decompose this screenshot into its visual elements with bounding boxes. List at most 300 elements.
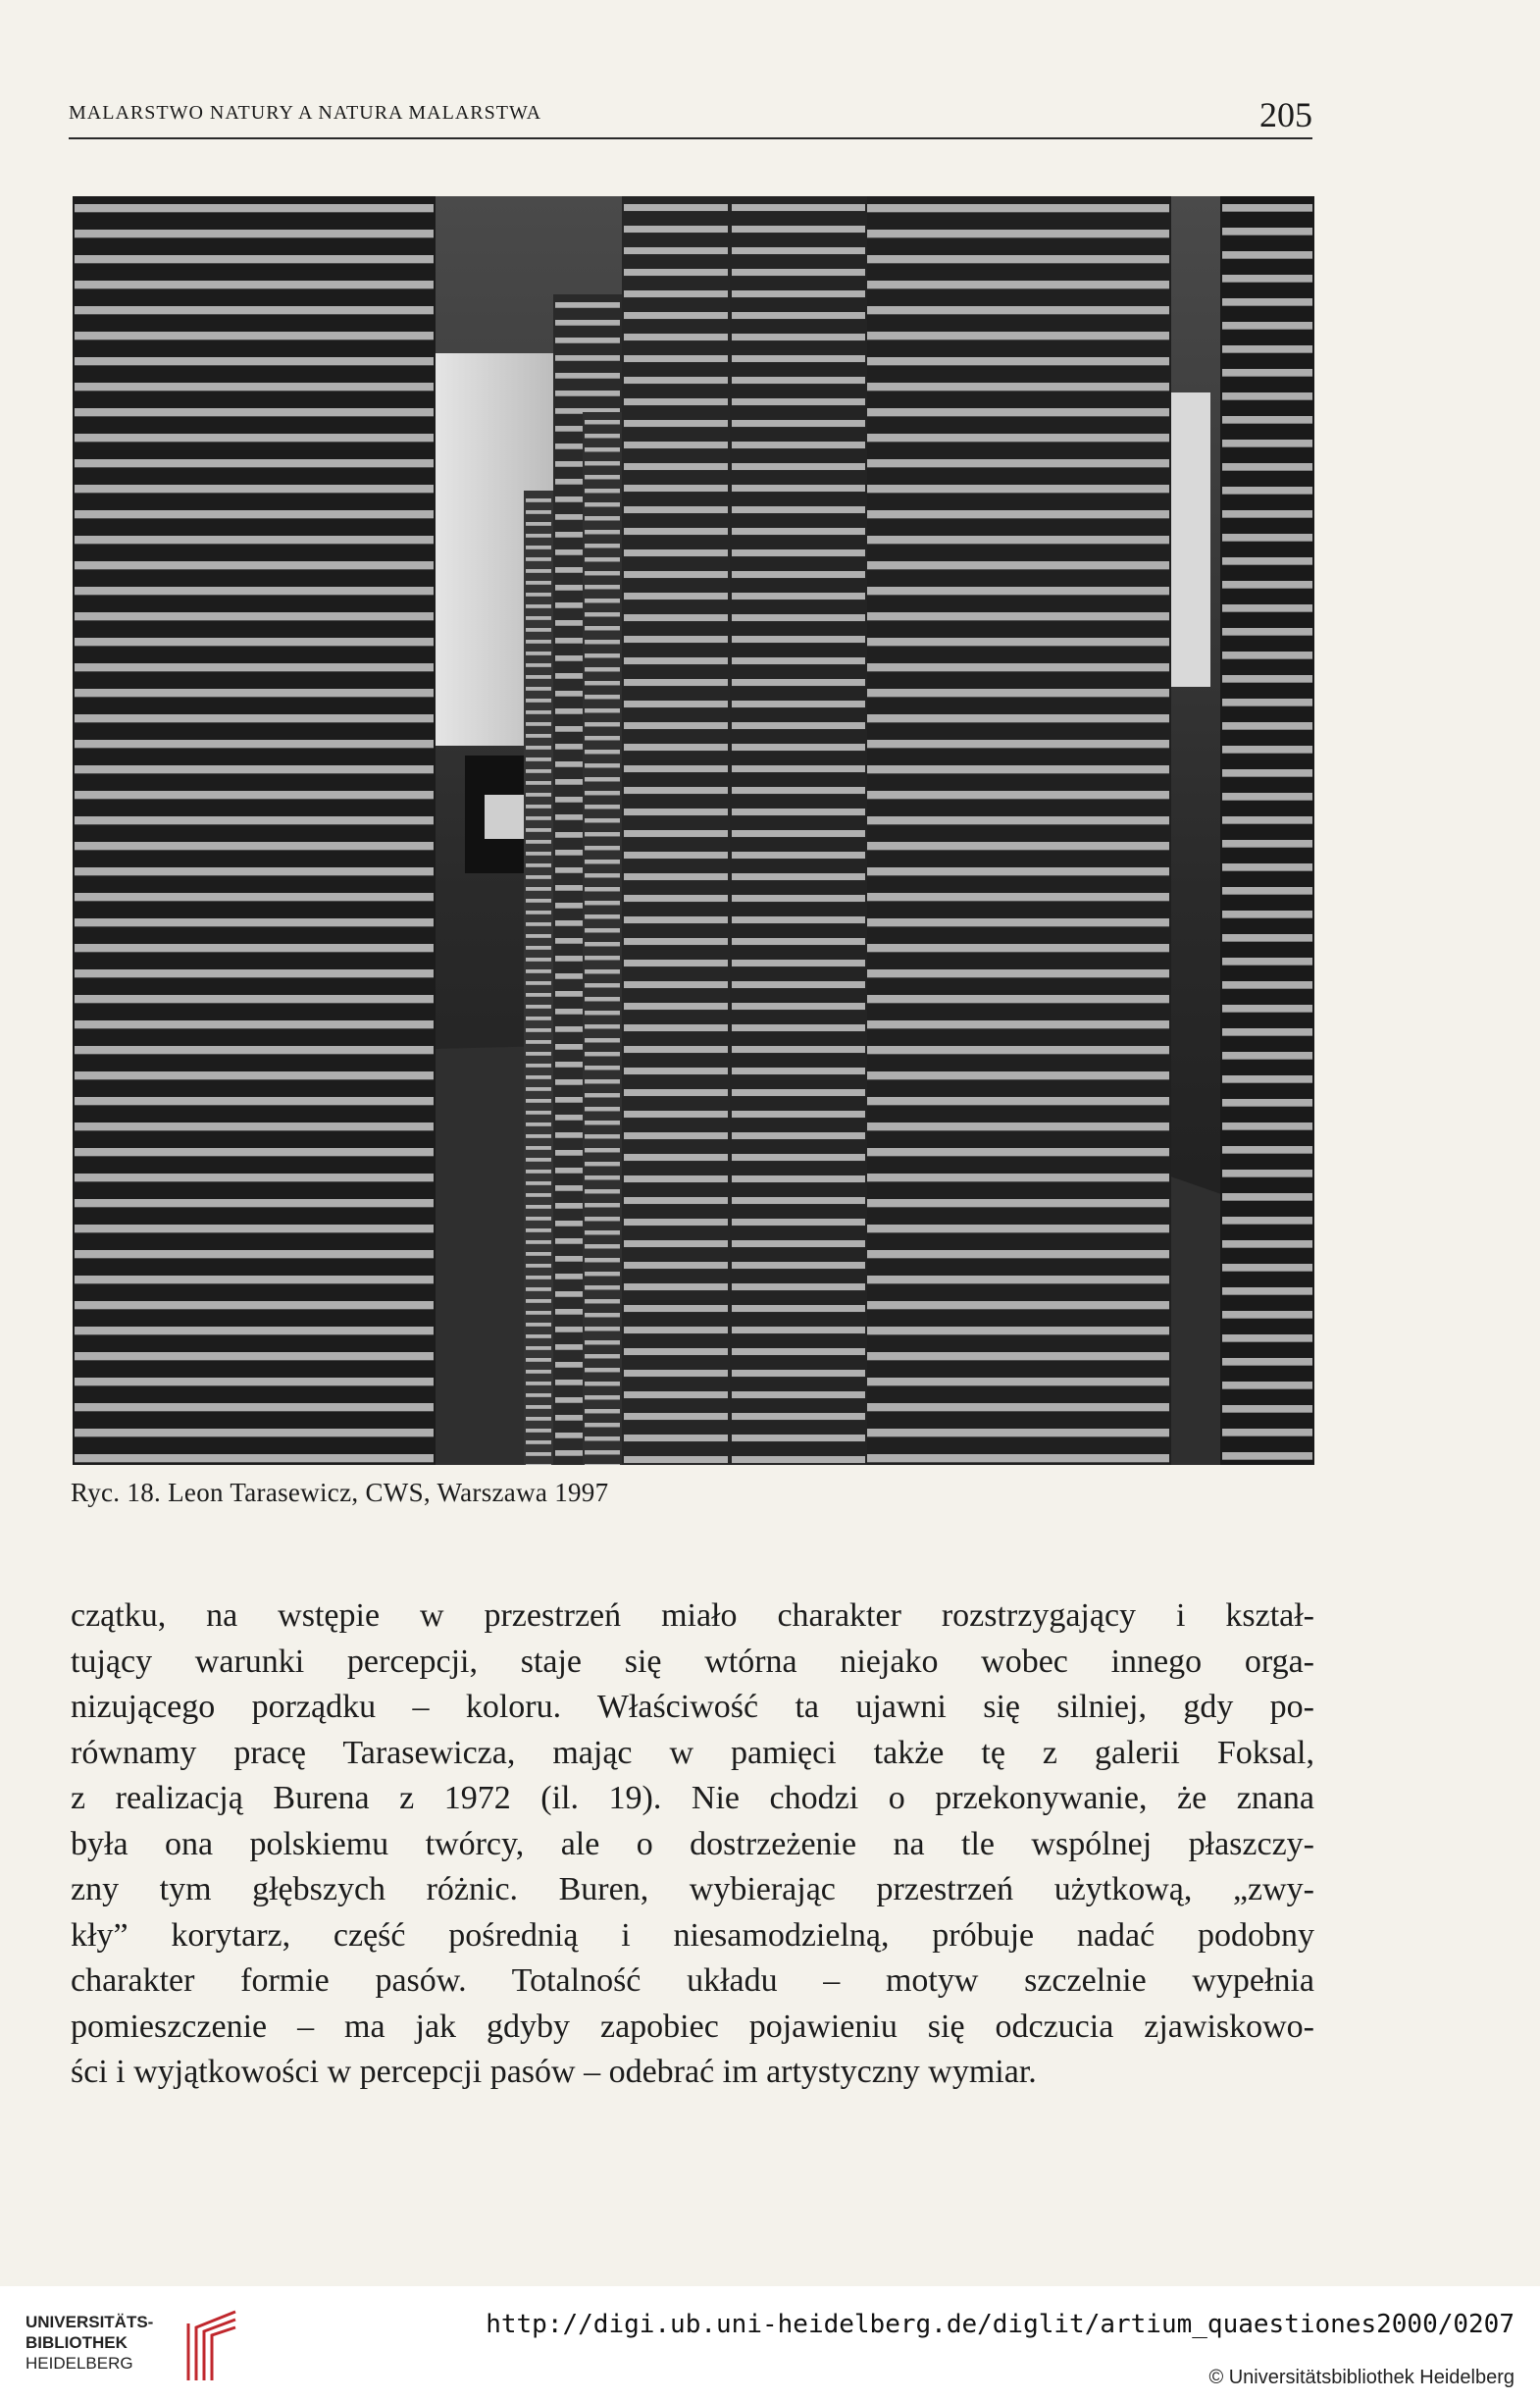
column-stripe — [526, 746, 551, 750]
column-stripe — [526, 1017, 551, 1020]
column-stripe — [585, 434, 620, 438]
column-stripe — [526, 722, 551, 726]
column-stripe — [859, 1122, 1169, 1130]
column-stripe — [624, 1283, 728, 1290]
column-stripe — [585, 1066, 620, 1070]
column-stripe — [585, 750, 620, 754]
column-stripe — [526, 534, 551, 538]
column-stripe — [526, 652, 551, 655]
column-stripe — [859, 995, 1169, 1003]
column-stripe — [1222, 1311, 1312, 1319]
column-stripe — [75, 944, 434, 952]
column-stripe — [732, 226, 865, 233]
column-stripe — [526, 710, 551, 714]
column-stripe — [526, 958, 551, 962]
column-stripe — [859, 740, 1169, 748]
column-stripe — [732, 744, 865, 751]
text-line: czątku, na wstępie w przestrzeń miało charakter rozstrzygający i kształ- — [71, 1597, 1314, 1634]
library-logo[interactable] — [26, 2306, 241, 2388]
column-stripe — [585, 1230, 620, 1234]
column-stripe — [732, 398, 865, 405]
column-stripe — [585, 818, 620, 822]
column-stripe — [1222, 1217, 1312, 1225]
column-stripe — [526, 769, 551, 773]
column-stripe — [75, 867, 434, 875]
column-stripe — [1222, 1452, 1312, 1460]
column-stripe — [75, 1454, 434, 1462]
column-stripe — [75, 1301, 434, 1309]
column-stripe — [585, 1162, 620, 1166]
column-stripe — [1222, 1334, 1312, 1342]
column-stripe — [585, 1368, 620, 1372]
column-stripe — [1222, 581, 1312, 589]
column-stripe — [526, 1111, 551, 1115]
column-stripe — [585, 942, 620, 946]
column-stripe — [585, 420, 620, 424]
column-stripe — [624, 1348, 728, 1355]
column-stripe — [585, 612, 620, 616]
column-stripe — [555, 302, 620, 308]
column-stripe — [526, 1158, 551, 1162]
column-stripe — [526, 816, 551, 820]
column-stripe — [585, 1244, 620, 1248]
column-stripe — [859, 714, 1169, 722]
column-stripe — [526, 604, 551, 608]
library-emblem-icon — [153, 2306, 241, 2388]
column-stripe — [732, 463, 865, 470]
column-stripe — [732, 1024, 865, 1031]
column-stripe — [732, 247, 865, 254]
copyright-notice: © Universitätsbibliothek Heidelberg — [1208, 2367, 1514, 2388]
column-stripe — [1222, 1240, 1312, 1248]
column-stripe — [526, 1334, 551, 1338]
column-stripe — [859, 867, 1169, 875]
column-stripe — [624, 377, 728, 384]
column-stripe — [585, 1079, 620, 1083]
column-stripe — [859, 230, 1169, 237]
column-stripe — [526, 1240, 551, 1244]
column-stripe — [75, 306, 434, 314]
column-stripe — [859, 663, 1169, 671]
text-line: ści i wyjątkowości w percepcji pasów – odebrać im artystyczny wymiar. — [71, 2054, 1037, 2090]
column-stripe — [75, 791, 434, 799]
column-stripe — [585, 1409, 620, 1413]
column-stripe — [732, 1348, 865, 1355]
column-stripe — [585, 914, 620, 918]
column-stripe — [732, 701, 865, 707]
column-stripe — [585, 873, 620, 877]
column-stripe — [732, 1456, 865, 1463]
column-stripe — [585, 1382, 620, 1385]
column-stripe — [526, 793, 551, 797]
column-stripe — [859, 1199, 1169, 1207]
column-stripe — [624, 269, 728, 276]
column-stripe — [585, 846, 620, 850]
column-stripe — [624, 1046, 728, 1053]
column-stripe — [732, 1370, 865, 1377]
column-stripe — [732, 1435, 865, 1441]
column-stripe — [1222, 322, 1312, 330]
text-line: równamy pracę Tarasewicza, mając w pamięci także tę z galerii Foksal, — [71, 1734, 1314, 1771]
column-stripe — [585, 681, 620, 685]
column-stripe — [585, 1203, 620, 1207]
column-stripe — [526, 628, 551, 632]
column-stripe — [555, 320, 620, 326]
column-stripe — [585, 489, 620, 493]
column-stripe — [526, 1323, 551, 1327]
column-stripe — [526, 969, 551, 973]
column-stripe — [732, 722, 865, 729]
column-stripe — [585, 983, 620, 987]
column-stripe — [526, 840, 551, 844]
column-stripe — [624, 1111, 728, 1118]
column-stripe — [75, 893, 434, 901]
column-stripe — [526, 1217, 551, 1221]
column-stripe — [624, 593, 728, 600]
column-stripe — [859, 332, 1169, 339]
column-stripe — [585, 1134, 620, 1138]
column-stripe — [624, 204, 728, 211]
column-stripe — [732, 1197, 865, 1204]
column-stripe — [75, 485, 434, 493]
column-stripe — [1222, 369, 1312, 377]
column-stripe — [585, 1423, 620, 1427]
column-stripe — [624, 1327, 728, 1333]
column-stripe — [526, 922, 551, 926]
column-stripe — [585, 557, 620, 561]
column-stripe — [526, 981, 551, 985]
column-stripe — [732, 787, 865, 794]
column-stripe — [1222, 1122, 1312, 1130]
column-stripe — [585, 571, 620, 575]
column-stripe — [1222, 746, 1312, 754]
column-stripe — [75, 1020, 434, 1028]
column-stripe — [624, 571, 728, 578]
column-stripe — [1222, 534, 1312, 542]
column-stripe — [585, 626, 620, 630]
column-stripe — [732, 1068, 865, 1074]
column-stripe — [624, 1154, 728, 1161]
column-stripe — [1222, 1005, 1312, 1013]
column-stripe — [1222, 487, 1312, 495]
column-stripe — [526, 1464, 551, 1465]
column-stripe — [75, 255, 434, 263]
column-stripe — [526, 899, 551, 903]
column-stripe — [526, 757, 551, 761]
column-stripe — [75, 995, 434, 1003]
column-stripe — [526, 1228, 551, 1232]
column-stripe — [624, 1262, 728, 1269]
column-stripe — [526, 593, 551, 597]
text-line: nizującego porządku – koloru. Właściwość ta ujawni się silniej, gdy po- — [71, 1689, 1314, 1725]
column-stripe — [624, 1219, 728, 1226]
column-stripe — [1222, 887, 1312, 895]
column-stripe — [526, 581, 551, 585]
column-stripe — [624, 701, 728, 707]
column-stripe — [526, 1276, 551, 1279]
column-stripe — [624, 1003, 728, 1010]
column-stripe — [859, 1097, 1169, 1105]
column-stripe — [75, 1148, 434, 1156]
column-stripe — [526, 1382, 551, 1385]
column-stripe — [75, 969, 434, 977]
column-stripe — [859, 689, 1169, 697]
column-stripe — [585, 1272, 620, 1276]
column-stripe — [585, 708, 620, 712]
column-stripe — [859, 969, 1169, 977]
logo-line: BIBLIOTHEK — [26, 2333, 128, 2352]
running-title: MALARSTWO NATURY A NATURA MALARSTWA — [69, 102, 542, 124]
column-stripe — [1222, 1429, 1312, 1436]
column-stripe — [585, 1052, 620, 1056]
column-stripe — [526, 1205, 551, 1209]
column-stripe — [585, 1107, 620, 1111]
column-stripe — [585, 695, 620, 699]
column-stripe — [526, 1134, 551, 1138]
column-stripe — [1222, 981, 1312, 989]
column-stripe — [75, 1327, 434, 1334]
column-stripe — [526, 1440, 551, 1444]
column-stripe — [526, 1358, 551, 1362]
text-line: zny tym głębszych różnic. Buren, wybierając przestrzeń użytkową, „zwy- — [71, 1871, 1314, 1907]
column-stripe — [585, 1121, 620, 1124]
column-stripe — [1222, 463, 1312, 471]
column-stripe — [526, 993, 551, 997]
column-stripe — [624, 1197, 728, 1204]
column-stripe — [859, 1429, 1169, 1436]
column-stripe — [75, 434, 434, 442]
column-stripe — [526, 875, 551, 879]
column-stripe — [585, 516, 620, 520]
column-stripe — [75, 536, 434, 544]
column-stripe — [1222, 934, 1312, 942]
column-stripe — [75, 383, 434, 391]
column-stripe — [75, 918, 434, 926]
column-stripe — [585, 1464, 620, 1465]
column-stripe — [526, 663, 551, 667]
column-stripe — [624, 744, 728, 751]
column-stripe — [75, 1097, 434, 1105]
column-stripe — [585, 1175, 620, 1179]
column-stripe — [624, 981, 728, 988]
column-stripe — [624, 614, 728, 621]
column-stripe — [859, 765, 1169, 773]
column-stripe — [526, 616, 551, 620]
column-stripe — [732, 506, 865, 513]
column-stripe — [732, 1132, 865, 1139]
column-stripe — [1222, 911, 1312, 918]
column-stripe — [624, 1370, 728, 1377]
column-stripe — [75, 1122, 434, 1130]
column-stripe — [859, 536, 1169, 544]
column-stripe — [75, 357, 434, 365]
column-stripe — [75, 1352, 434, 1360]
column-stripe — [75, 408, 434, 416]
column-stripe — [526, 546, 551, 549]
column-stripe — [585, 1395, 620, 1399]
column-stripe — [732, 485, 865, 492]
body-paragraph — [71, 1593, 1314, 2096]
column-stripe — [526, 934, 551, 938]
column-stripe — [526, 1064, 551, 1068]
column-stripe — [1222, 1382, 1312, 1389]
column-stripe — [1222, 604, 1312, 612]
column-stripe — [555, 373, 620, 379]
column-stripe — [732, 290, 865, 297]
column-stripe — [624, 334, 728, 340]
column-stripe — [732, 442, 865, 448]
column-stripe — [585, 1189, 620, 1193]
column-stripe — [859, 306, 1169, 314]
digitization-footer — [0, 2286, 1540, 2401]
column-stripe — [526, 640, 551, 644]
figure-photograph — [73, 196, 1314, 1465]
column-stripe — [1222, 204, 1312, 212]
column-stripe — [624, 873, 728, 880]
column-stripe — [732, 765, 865, 772]
column-stripe — [585, 1217, 620, 1221]
column-stripe — [526, 1146, 551, 1150]
column-stripe — [1222, 652, 1312, 659]
column-stripe — [624, 226, 728, 233]
column-stripe — [526, 1075, 551, 1079]
column-stripe — [732, 657, 865, 664]
column-stripe — [585, 475, 620, 479]
column-stripe — [859, 1327, 1169, 1334]
column-stripe — [526, 887, 551, 891]
column-stripe — [1222, 275, 1312, 283]
column-stripe — [526, 1040, 551, 1044]
column-stripe — [526, 1170, 551, 1174]
column-stripe — [1222, 345, 1312, 353]
column-stripe — [585, 1313, 620, 1317]
column-stripe — [526, 828, 551, 832]
column-stripe — [75, 230, 434, 237]
column-stripe — [75, 1429, 434, 1436]
column-stripe — [526, 699, 551, 703]
column-stripe — [585, 956, 620, 960]
column-stripe — [526, 569, 551, 573]
column-stripe — [1222, 1075, 1312, 1083]
column-stripe — [526, 1181, 551, 1185]
column-stripe — [624, 916, 728, 923]
column-stripe — [859, 842, 1169, 850]
column-stripe — [859, 893, 1169, 901]
column-stripe — [624, 528, 728, 535]
column-stripe — [624, 895, 728, 902]
text-line: tujący warunki percepcji, staje się wtórna niejako wobec innego orga- — [71, 1643, 1314, 1680]
column-stripe — [526, 687, 551, 691]
column-stripe — [859, 510, 1169, 518]
column-stripe — [1222, 793, 1312, 801]
column-stripe — [859, 434, 1169, 442]
column — [1220, 196, 1314, 1465]
column-stripe — [859, 1148, 1169, 1156]
column-stripe — [624, 1391, 728, 1398]
column-stripe — [585, 777, 620, 781]
column-stripe — [585, 736, 620, 740]
column-stripe — [526, 1405, 551, 1409]
column-stripe — [859, 1225, 1169, 1232]
column-stripe — [624, 1089, 728, 1096]
column-stripe — [859, 281, 1169, 288]
column-stripe — [75, 765, 434, 773]
text-line: była ona polskiemu twórcy, ale o dostrzeżenie na tle wspólnej płaszczy- — [71, 1825, 1314, 1862]
column-stripe — [1222, 416, 1312, 424]
column-stripe — [526, 1393, 551, 1397]
column-stripe — [624, 1456, 728, 1463]
column-stripe — [624, 420, 728, 427]
column-stripe — [624, 830, 728, 837]
column-stripe — [732, 269, 865, 276]
column-stripe — [1222, 816, 1312, 824]
column-stripe — [624, 1240, 728, 1247]
column-stripe — [732, 1111, 865, 1118]
column-stripe — [526, 1299, 551, 1303]
column-stripe — [75, 204, 434, 212]
column-stripe — [526, 510, 551, 514]
column-stripe — [859, 1276, 1169, 1283]
column-stripe — [585, 1354, 620, 1358]
column-stripe — [1222, 440, 1312, 447]
column-stripe — [732, 938, 865, 945]
column-stripe — [1222, 1358, 1312, 1366]
column-stripe — [526, 1193, 551, 1197]
column-stripe — [75, 587, 434, 595]
column-stripe — [624, 290, 728, 297]
column-stripe — [624, 398, 728, 405]
column-stripe — [526, 1052, 551, 1056]
column-stripe — [732, 1089, 865, 1096]
column-stripe — [526, 734, 551, 738]
column-stripe — [526, 1122, 551, 1126]
column-stripe — [1222, 722, 1312, 730]
column-stripe — [624, 247, 728, 254]
column-stripe — [624, 312, 728, 319]
column-stripe — [526, 863, 551, 867]
column-stripe — [526, 675, 551, 679]
column-stripe — [859, 816, 1169, 824]
column-stripe — [526, 498, 551, 502]
figure-caption: Ryc. 18. Leon Tarasewicz, CWS, Warszawa 1997 — [71, 1478, 609, 1507]
column-stripe — [859, 638, 1169, 646]
column-stripe — [624, 636, 728, 643]
column-stripe — [585, 544, 620, 548]
column-stripe — [859, 204, 1169, 212]
column-stripe — [75, 816, 434, 824]
column-stripe — [526, 1264, 551, 1268]
column-stripe — [526, 1370, 551, 1374]
column-stripe — [75, 1403, 434, 1411]
column-stripe — [75, 663, 434, 671]
column-stripe — [75, 1378, 434, 1385]
column-stripe — [526, 1287, 551, 1291]
column-stripe — [859, 612, 1169, 620]
column-stripe — [75, 689, 434, 697]
column-stripe — [859, 1250, 1169, 1258]
column-stripe — [555, 391, 620, 396]
column-stripe — [859, 791, 1169, 799]
column-stripe — [585, 667, 620, 671]
column-stripe — [75, 1174, 434, 1181]
column-stripe — [75, 714, 434, 722]
column-stripe — [732, 1175, 865, 1182]
column-stripe — [732, 852, 865, 859]
column-stripe — [859, 1071, 1169, 1079]
logo-text — [26, 2312, 153, 2374]
source-url-link[interactable]: http://digi.ub.uni-heidelberg.de/diglit/artium_quaestiones2000/0207 — [486, 2310, 1514, 2339]
column-stripe — [859, 918, 1169, 926]
